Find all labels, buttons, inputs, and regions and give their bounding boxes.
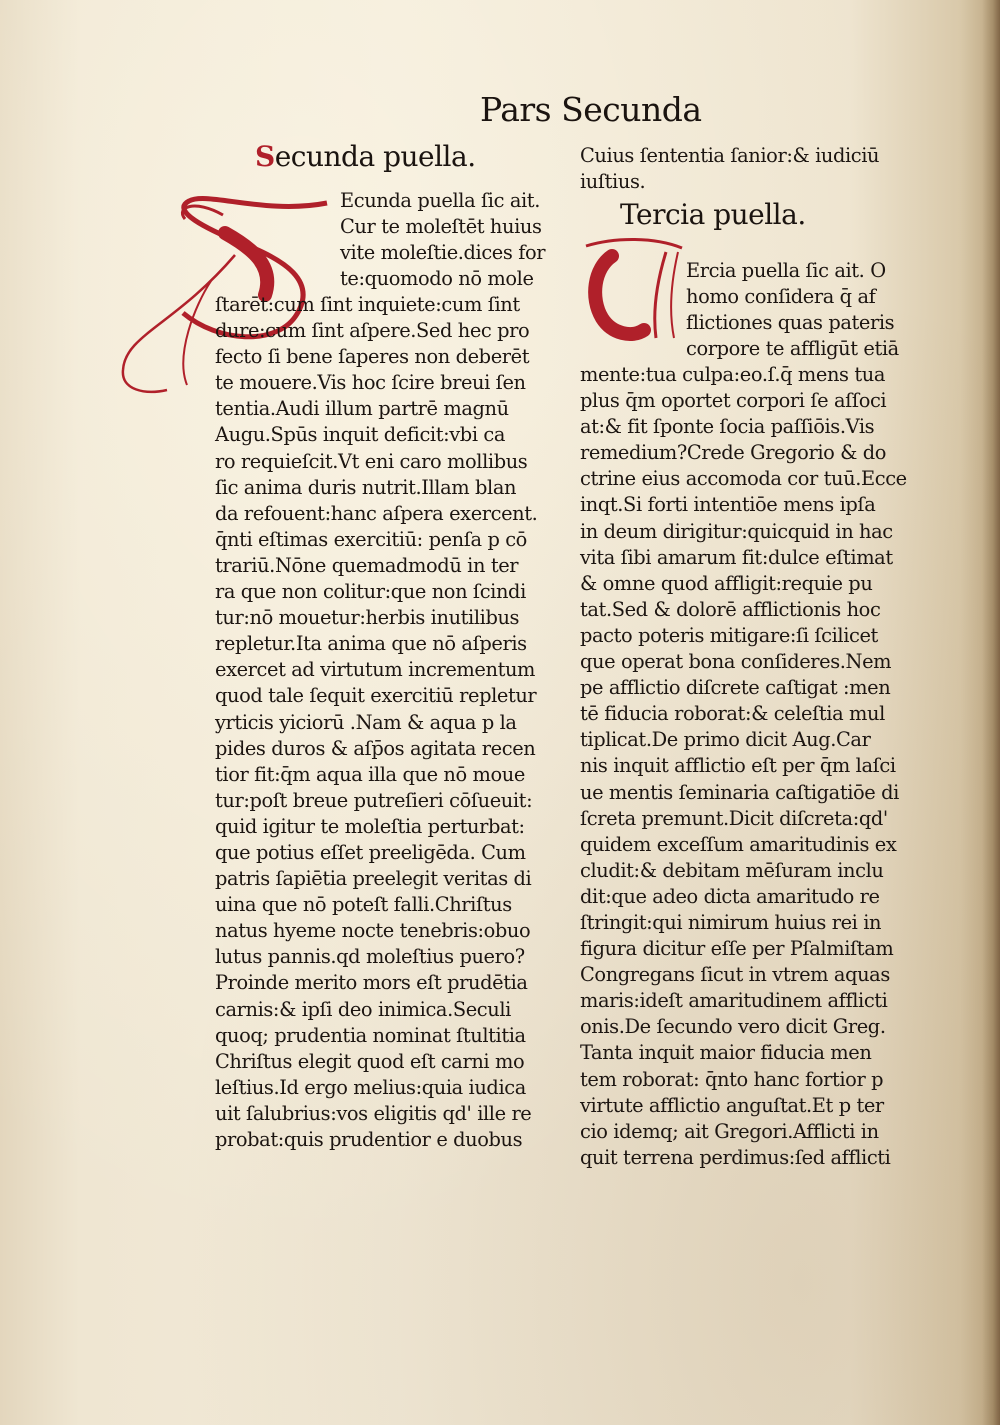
left-column-drop-lines	[340, 188, 545, 292]
text-line: mente:tua culpa:eo.ſ.q̄ mens tua	[580, 363, 886, 386]
text-line: q̄nti eſtimas exercitiū: penſa p cō	[215, 527, 527, 551]
text-line: Ercia puella ſic ait. O	[686, 259, 886, 282]
initial-letter-t	[582, 238, 692, 348]
text-line: tiplicat.De primo dicit Aug.Car	[580, 728, 871, 752]
text-line: Proinde merito mors eſt prudētia	[215, 971, 528, 995]
text-line: que operat bona conſideres.Nem	[580, 650, 892, 674]
text-line: corpore te affligūt etiā	[686, 337, 899, 361]
text-line: ſic anima duris nutrit.Illam blan	[215, 475, 517, 499]
text-line: onis.De ſecundo vero dicit Greg.	[580, 1015, 886, 1039]
heading-rubric-initial: S	[255, 140, 275, 173]
running-head: Pars Secunda	[480, 90, 702, 129]
text-line: vite moleſtie.dices for	[340, 241, 546, 265]
text-line: homo conſidera q̄ af	[686, 285, 876, 309]
text-line: iuſtius.	[580, 170, 646, 194]
text-line: fecto ſi bene ſaperes non deberēt	[215, 345, 530, 369]
text-line: ra que non colitur:que non ſcindi	[215, 580, 526, 604]
text-line: tur:poſt breue putreſieri cōſueuit:	[215, 788, 533, 812]
text-line: Congregans ſicut in vtrem aquas	[580, 963, 890, 987]
text-line: ſcreta premunt.Dicit diſcreta:qd'	[580, 806, 888, 830]
text-line: da refouent:hanc aſpera exercent.	[215, 501, 538, 525]
section-heading-tercia: Tercia puella.	[620, 198, 806, 231]
text-line: quod tale ſequit exercitiū repletur	[215, 684, 537, 708]
heading-rest: ecunda puella.	[274, 140, 476, 173]
text-line: probat:quis prudentior e duobus	[215, 1128, 523, 1151]
text-line: remedium?Crede Gregorio & do	[580, 441, 887, 465]
text-line: ſtarēt:cum ſint inquiete:cum ſint	[215, 293, 520, 316]
text-line: quidem exceſſum amaritudinis ex	[580, 832, 897, 856]
text-line: cludit:& debitam mēſuram inclu	[580, 858, 884, 882]
text-line: inqt.Si forti intentiōe mens ipſa	[580, 493, 876, 517]
text-line: que potius eſſet preeligēda. Cum	[215, 840, 526, 864]
text-line: & omne quod affligit:requie pu	[580, 571, 873, 595]
right-column-body	[580, 362, 907, 1171]
text-line: ue mentis ſeminaria caſtigatiōe di	[580, 780, 899, 804]
section-heading-secunda	[255, 140, 476, 173]
text-line: Tanta inquit maior fiducia men	[580, 1041, 872, 1065]
text-line: tentia.Audi illum partrē magnū	[215, 397, 509, 421]
right-column-drop-lines	[686, 258, 899, 362]
text-line: repletur.Ita anima que nō aſperis	[215, 632, 527, 656]
t-initial-icon	[582, 238, 692, 348]
text-line: leſtius.Id ergo melius:quia iudica	[215, 1075, 526, 1099]
text-line: ſtringit:qui nimirum huius rei in	[580, 910, 882, 934]
text-line: ctrine eius accomoda cor tuū.Ecce	[580, 467, 907, 491]
text-line: dit:que adeo dicta amaritudo re	[580, 884, 880, 908]
right-column-intro	[580, 143, 879, 195]
text-line: carnis:& ipſi deo inimica.Seculi	[215, 997, 511, 1021]
text-line: yrticis yiciorū .Nam & aqua p la	[215, 710, 517, 734]
text-line: exercet ad virtutum incrementum	[215, 658, 536, 682]
text-line: tē fiducia roborat:& celeſtia mul	[580, 702, 885, 726]
text-line: te mouere.Vis hoc ſcire breui ſen	[215, 371, 526, 395]
text-line: Augu.Spūs inquit deficit:vbi ca	[215, 423, 506, 447]
text-line: dure:cum ſint aſpere.Sed hec pro	[215, 319, 530, 343]
text-line: virtute afflictio anguſtat.Et p ter	[580, 1093, 884, 1117]
text-line: plus q̄m oportet corpori ſe aſſoci	[580, 389, 887, 413]
text-line: ro requieſcit.Vt eni caro mollibus	[215, 449, 528, 473]
text-line: tem roborat: q̄nto hanc fortior p	[580, 1067, 884, 1091]
text-line: trariū.Nōne quemadmodū in ter	[215, 553, 519, 577]
text-line: figura dicitur eſſe per Pſalmiſtam	[580, 937, 894, 961]
text-line: vita ſibi amarum fit:dulce eſtimat	[580, 545, 893, 569]
text-line: maris:ideſt amaritudinem afflicti	[580, 989, 888, 1013]
text-line: quoq; prudentia nominat ſtultitia	[215, 1023, 526, 1047]
text-line: quit terrena perdimus:ſed afflicti	[580, 1145, 891, 1169]
text-line: flictiones quas pateris	[686, 311, 895, 335]
text-line: natus hyeme nocte tenebris:obuo	[215, 919, 531, 943]
text-line: uit ſalubrius:vos eligitis qd' ille re	[215, 1101, 532, 1125]
text-line: tur:nō mouetur:herbis inutilibus	[215, 606, 520, 630]
text-line: tat.Sed & dolorē afflictionis hoc	[580, 597, 881, 621]
text-line: pacto poteris mitigare:ſi ſcilicet	[580, 623, 878, 647]
text-line: pides duros & aſp̄os agitata recen	[215, 736, 536, 760]
text-line: patris ſapiētia preelegit veritas di	[215, 867, 532, 891]
text-line: lutus pannis.qd moleſtius puero?	[215, 945, 525, 969]
text-line: nis inquit afflictio eſt per q̄m laſci	[580, 754, 896, 778]
text-line: at:& fit ſponte ſocia paſſiōis.Vis	[580, 415, 875, 439]
left-column-body	[215, 292, 537, 1153]
text-line: pe afflictio diſcrete caſtigat :men	[580, 676, 891, 700]
text-line: tior fit:q̄m aqua illa que nō moue	[215, 762, 525, 786]
text-line: Cur te moleſtēt huius	[340, 215, 542, 239]
text-line: Cuius ſententia ſanior:& iudiciū	[580, 144, 880, 167]
page-edge-shadow	[982, 0, 1000, 1425]
text-line: uina que nō poteſt falli.Chriſtus	[215, 893, 512, 917]
text-line: te:quomodo nō mole	[340, 267, 534, 291]
text-line: Chriſtus elegit quod eſt carni mo	[215, 1049, 525, 1073]
text-line: in deum dirigitur:quicquid in hac	[580, 519, 893, 543]
text-line: cio idemq; ait Gregori.Afflicti in	[580, 1119, 879, 1143]
text-line: quid igitur te moleſtia perturbat:	[215, 814, 525, 838]
text-line: Ecunda puella ſic ait.	[340, 189, 540, 212]
